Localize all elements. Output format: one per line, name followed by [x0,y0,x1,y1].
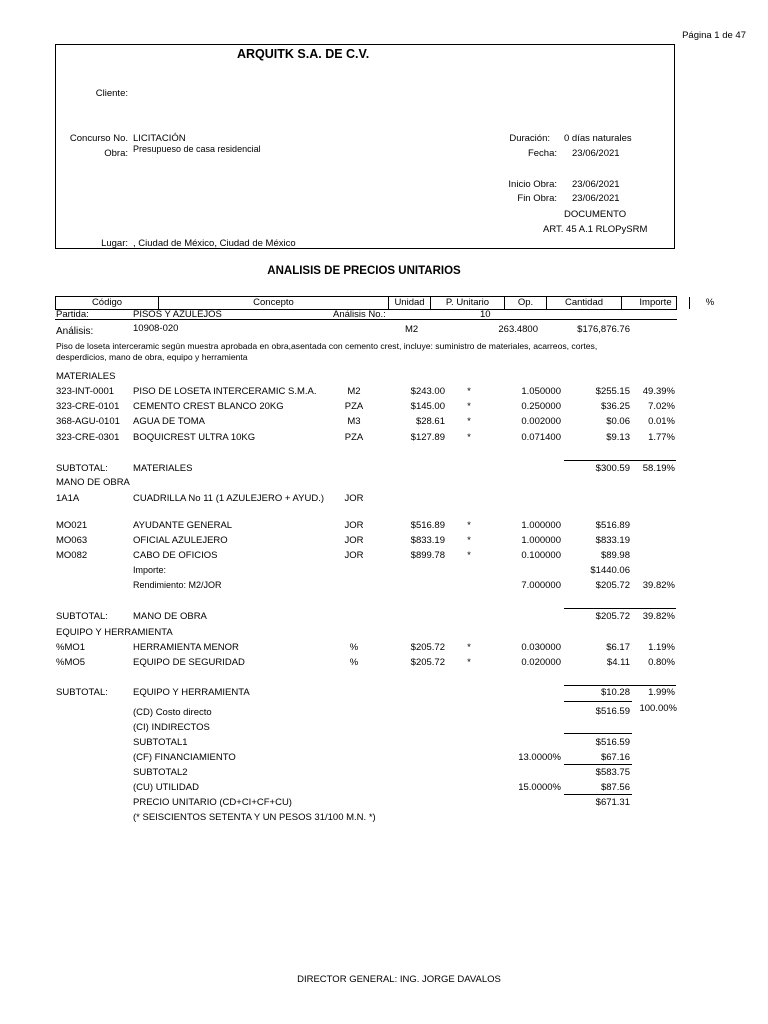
mo-2-op: * [467,535,471,546]
fecha-value: 23/06/2021 [572,148,620,159]
fin-value: 23/06/2021 [572,193,620,204]
mo-3-qty: 0.100000 [521,550,561,561]
eq-2-concept: EQUIPO DE SEGURIDAD [133,657,245,668]
partida-value: PISOS Y AZULEJOS [133,309,222,320]
mat-3-concept: AGUA DE TOMA [133,416,205,427]
analisis-no-label: Análisis No.: [333,309,386,320]
eq-1-code: %MO1 [56,642,86,653]
col-op: Op. [505,297,547,309]
eq-1-op: * [467,642,471,653]
eq-1-price: $205.72 [410,642,445,653]
cf-pct: 13.0000% [518,752,561,763]
cu-amount: $87.56 [600,782,630,793]
subtotal2-amount: $583.75 [595,767,630,778]
mo-importe-label: Importe: [133,565,167,575]
documento-label: DOCUMENTO [564,209,627,220]
eq-2-qty: 0.020000 [521,657,561,668]
company-name: ARQUITK S.A. DE C.V. [237,47,370,61]
mo-1-code: MO021 [56,520,88,531]
equipo-title: EQUIPO Y HERRAMIENTA [56,627,173,638]
mo-3-concept: CABO DE OFICIOS [133,550,218,561]
crew-code: 1A1A [56,493,80,504]
col-p-unitario: P. Unitario [431,297,505,309]
mat-4-price: $127.89 [410,432,445,443]
cf-amount: $67.16 [600,752,630,763]
eq-2-amount: $4.11 [606,657,630,668]
mo-importe-value: $1440.06 [590,565,630,576]
col-pct: % [705,297,715,308]
col-concepto: Concepto [159,297,389,309]
mo-subtotal-name: MANO DE OBRA [133,611,207,622]
duracion-label: Duración: [509,133,550,144]
precio-unitario-amount: $671.31 [595,797,630,808]
mo-2-price: $833.19 [410,535,445,546]
lugar-label: Lugar: [101,238,128,249]
cd-label: (CD) Costo directo [133,707,212,718]
mat-2-amount: $36.25 [600,401,630,412]
mo-1-price: $516.89 [410,520,445,531]
mat-4-op: * [467,432,471,443]
descripcion-line-2: desperdicios, mano de obra, equipo y herramienta [56,352,248,362]
mat-2-price: $145.00 [410,401,445,412]
eq-1-amount: $6.17 [606,642,630,653]
eq-1-pct: 1.19% [648,642,675,653]
mat-subtotal-label: SUBTOTAL: [56,463,108,474]
concurso-value: LICITACIÓN [133,133,186,144]
mo-subtotal-label: SUBTOTAL: [56,611,108,622]
mat-3-pct: 0.01% [648,416,675,427]
fin-label: Fin Obra: [517,193,557,204]
mat-subtotal-amount: $300.59 [595,463,630,474]
cf-label: (CF) FINANCIAMIENTO [133,752,236,763]
mat-3-amount: $0.06 [606,416,630,427]
mat-1-pct: 49.39% [642,386,675,397]
mano-obra-title: MANO DE OBRA [56,477,130,488]
col-importe: Importe [622,297,690,309]
eq-2-op: * [467,657,471,668]
mat-1-qty: 1.050000 [521,386,561,397]
mat-3-price: $28.61 [415,416,445,427]
mo-1-qty: 1.000000 [521,520,561,531]
mat-1-concept: PISO DE LOSETA INTERCERAMIC S.M.A. [133,386,317,397]
eq-2-unit: % [349,657,359,668]
subtotal1-label: SUBTOTAL1 [133,737,188,748]
eq-subtotal-amount: $10.28 [600,687,630,698]
mat-2-unit: PZA [344,401,364,412]
obra-label: Obra: [104,148,128,159]
mo-3-unit: JOR [344,550,364,561]
analisis-importe: $176,876.76 [577,324,630,335]
col-unidad: Unidad [389,297,431,309]
eq-1-unit: % [349,642,359,653]
rendimiento-amount: $205.72 [595,580,630,591]
subtotal2-label: SUBTOTAL2 [133,767,188,778]
mat-4-unit: PZA [344,432,364,443]
analisis-no-value: 10 [480,309,491,320]
eq-1-concept: HERRAMIENTA MENOR [133,642,239,653]
analisis-unidad: M2 [405,324,419,335]
mat-2-qty: 0.250000 [521,401,561,412]
cd-amount: $516.59 [595,706,630,717]
eq-2-code: %MO5 [56,657,86,668]
cd-pct: 100.00% [639,703,677,714]
eq-subtotal-pct: 1.99% [648,687,675,698]
partida-label: Partida: [56,309,89,320]
descripcion-line-1: Piso de loseta interceramic según muestra aprobada en obra,asentada con cemento crest, incluye: suministro de materiales, acarreos, cortes, [56,341,598,351]
lugar-value: , Ciudad de México, Ciudad de México [133,238,296,249]
materiales-title: MATERIALES [56,371,116,382]
analisis-value: 10908-020 [133,323,179,334]
mo-1-op: * [467,520,471,531]
crew-unit: JOR [344,493,364,504]
concurso-label: Concurso No. [69,133,128,144]
precio-unitario-label: PRECIO UNITARIO (CD+CI+CF+CU) [133,797,292,808]
obra-value: Presupueso de casa residencial [133,144,261,154]
mat-1-op: * [467,386,471,397]
mo-1-unit: JOR [344,520,364,531]
articulo-label: ART. 45 A.1 RLOPySRM [543,224,648,235]
inicio-label: Inicio Obra: [508,179,557,190]
mat-subtotal-pct: 58.19% [642,463,675,474]
rendimiento-qty: 7.000000 [521,580,561,591]
mat-4-pct: 1.77% [648,432,675,443]
document-title: ANALISIS DE PRECIOS UNITARIOS [267,265,461,277]
eq-2-price: $205.72 [410,657,445,668]
importe-con-letra: (* SEISCIENTOS SETENTA Y UN PESOS 31/100 M.N. *) [133,812,376,823]
mo-subtotal-pct: 39.82% [642,611,675,622]
cu-label: (CU) UTILIDAD [133,782,199,793]
mat-4-concept: BOQUICREST ULTRA 10KG [133,432,256,443]
col-cantidad: Cantidad [547,297,622,309]
mo-2-qty: 1.000000 [521,535,561,546]
mat-2-pct: 7.02% [648,401,675,412]
eq-subtotal-name: EQUIPO Y HERRAMIENTA [133,687,250,698]
mat-3-qty: 0.002000 [521,416,561,427]
mat-1-code: 323-INT-0001 [56,386,115,397]
rendimiento-pct: 39.82% [642,580,675,591]
eq-2-pct: 0.80% [648,657,675,668]
eq-subtotal-label: SUBTOTAL: [56,687,108,698]
footer-director: DIRECTOR GENERAL: ING. JORGE DAVALOS [297,974,501,985]
mo-1-concept: AYUDANTE GENERAL [133,520,233,531]
eq-1-qty: 0.030000 [521,642,561,653]
mo-1-amount: $516.89 [595,520,630,531]
mo-2-amount: $833.19 [595,535,630,546]
page-number: Página 1 de 47 [682,30,746,41]
crew-concept: CUADRILLA No 11 (1 AZULEJERO + AYUD.) [133,493,325,504]
mat-3-op: * [467,416,471,427]
column-header-row [55,296,715,310]
mat-3-unit: M3 [347,416,361,427]
subtotal1-amount: $516.59 [595,737,630,748]
mat-3-code: 368-AGU-0101 [56,416,120,427]
mo-subtotal-amount: $205.72 [595,611,630,622]
col-codigo: Código [56,297,159,309]
analisis-label: Análisis: [56,326,94,337]
mat-2-code: 323-CRE-0101 [56,401,120,412]
fecha-label: Fecha: [527,148,557,159]
mo-2-code: MO063 [56,535,88,546]
mat-2-concept: CEMENTO CREST BLANCO 20KG [133,401,284,412]
mo-3-op: * [467,550,471,561]
mat-2-op: * [467,401,471,412]
mat-subtotal-name: MATERIALES [133,463,193,474]
mat-4-code: 323-CRE-0301 [56,432,120,443]
mo-3-amount: $89.98 [600,550,630,561]
mo-3-code: MO082 [56,550,88,561]
mo-2-unit: JOR [344,535,364,546]
inicio-value: 23/06/2021 [572,179,620,190]
mat-1-unit: M2 [347,386,361,397]
mo-3-price: $899.78 [410,550,445,561]
mo-2-concept: OFICIAL AZULEJERO [133,535,228,546]
mat-1-amount: $255.15 [595,386,630,397]
mat-4-qty: 0.071400 [521,432,561,443]
cliente-label: Cliente: [95,88,128,99]
mat-4-amount: $9.13 [606,432,630,443]
cu-pct: 15.0000% [518,782,561,793]
duracion-value: 0 días naturales [564,133,632,144]
ci-label: (CI) INDIRECTOS [133,722,210,733]
mat-1-price: $243.00 [410,386,445,397]
rendimiento-label: Rendimiento: M2/JOR [133,580,222,590]
analisis-cantidad: 263.4800 [498,324,538,335]
